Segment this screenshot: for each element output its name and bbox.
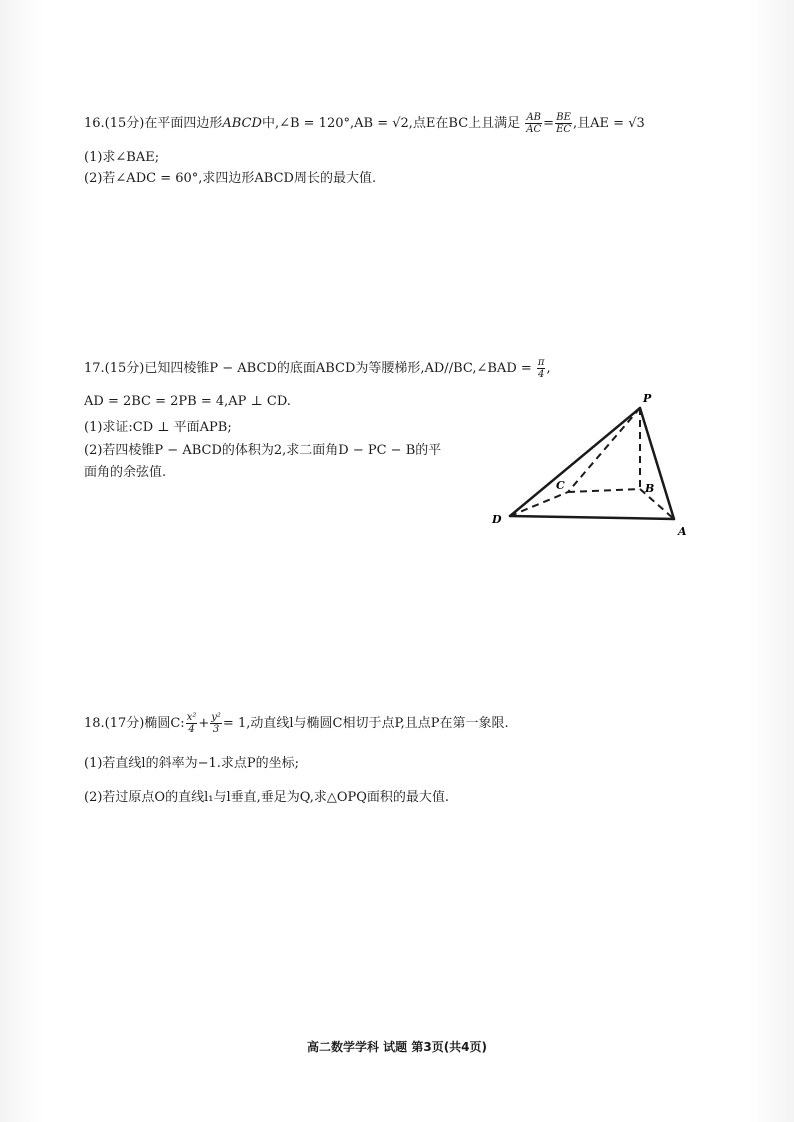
q16-sqrt2: √2 bbox=[392, 116, 409, 131]
label-b: B bbox=[645, 482, 655, 495]
q16-part2: (2)若∠ADC = 60°,求四边形ABCD周长的最大值. bbox=[84, 171, 377, 186]
label-c: C bbox=[556, 479, 565, 492]
q18-frac-x: $\frac{\text{x²}}{4}$ bbox=[186, 712, 197, 735]
q17-part1: (1)求证:CD ⊥ 平面APB; bbox=[84, 420, 232, 435]
q18-part2: (2)若过原点O的直线l₁与l垂直,垂足为Q,求△OPQ面积的最大值. bbox=[84, 790, 450, 805]
label-d: D bbox=[492, 513, 502, 526]
q16-line1 bbox=[84, 112, 645, 135]
q16-part1: (1)求∠BAE; bbox=[84, 150, 160, 165]
q18-part1: (1)若直线l的斜率为−1.求点P的坐标; bbox=[84, 756, 299, 771]
page-footer: 高二数学学科 试题 第3页(共4页) bbox=[306, 1040, 488, 1054]
q17-head: 17.(15分)已知四棱锥P − ABCD的底面ABCD为等腰梯形,AD//BC,∠BAD = bbox=[84, 361, 536, 376]
q16-frac1: $\frac{AB}{AC}$ bbox=[526, 112, 542, 135]
edge-cb bbox=[568, 489, 640, 492]
q16-head: 16.(15分)在平面四边形 bbox=[84, 116, 223, 131]
q16-point-e: ,点E在BC上且满足 bbox=[408, 116, 521, 131]
q18-plus: + bbox=[198, 716, 210, 731]
edge-pd bbox=[510, 408, 640, 516]
edge-pc bbox=[568, 408, 640, 492]
q16-tail: ,且AE = bbox=[573, 116, 629, 131]
q16-frac2: $\frac{BE}{EC}$ bbox=[556, 112, 572, 135]
q16-sqrt3: √3 bbox=[628, 116, 645, 131]
q17-part2a: (2)若四棱锥P − ABCD的体积为2,求二面角D − PC − B的平 bbox=[84, 443, 442, 458]
edge-da bbox=[510, 516, 674, 519]
q17-frac-pi: $\frac{\pi}{4}$ bbox=[537, 357, 545, 380]
label-a: A bbox=[678, 525, 687, 538]
edge-dc bbox=[510, 492, 568, 516]
edge-pa bbox=[640, 408, 674, 519]
label-p: P bbox=[643, 392, 652, 405]
q17-head-tail: , bbox=[546, 361, 551, 376]
pyramid-figure bbox=[480, 385, 710, 545]
q16-eq: = bbox=[543, 116, 555, 131]
q16-quad: ABCD bbox=[222, 116, 262, 131]
q17-line2: AD = 2BC = 2PB = 4,AP ⊥ CD. bbox=[84, 394, 291, 409]
q18-line1 bbox=[84, 712, 509, 735]
q18-head: 18.(17分)椭圆C: bbox=[84, 716, 185, 731]
q16-mid: 中,∠B = 120°,AB = bbox=[261, 116, 393, 131]
q18-frac-y: $\frac{\text{y²}}{3}$ bbox=[211, 712, 221, 735]
scan-edge-left bbox=[0, 0, 44, 1122]
q18-head-tail: = 1,动直线l与椭圆C相切于点P,且点P在第一象限. bbox=[222, 716, 509, 731]
q17-line1 bbox=[84, 357, 551, 380]
scan-edge-right bbox=[750, 0, 794, 1122]
q17-part2b: 面角的余弦值. bbox=[84, 465, 167, 480]
